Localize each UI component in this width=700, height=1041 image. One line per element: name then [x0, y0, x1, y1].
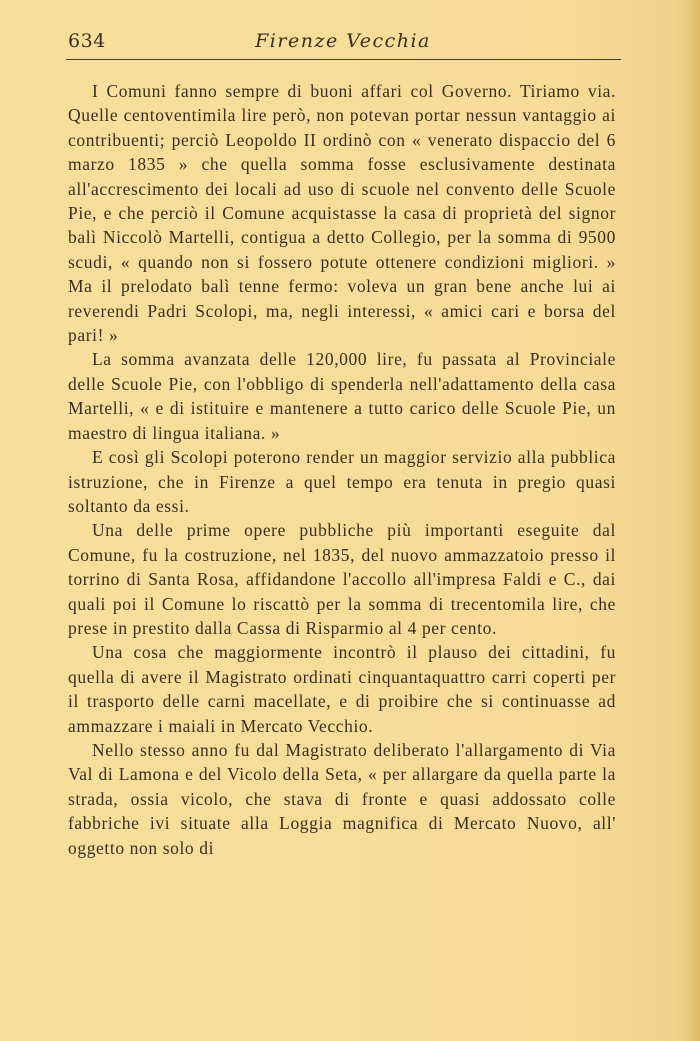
- paragraph: Una cosa che maggiormente incontrò il plauso dei cittadini, fu quella di avere il Magistrato ordinati cinquantaquattro carri coperti per il trasporto delle carni macellate, e di proibire che si continuasse ad ammazzare i maiali in Mercato Vecchio.: [68, 642, 616, 736]
- page-header: [68, 30, 618, 56]
- running-title: Firenze Vecchia: [255, 30, 431, 52]
- paragraph: Nello stesso anno fu dal Magistrato deliberato l'allargamento di Via Val di Lamona e del Vicolo della Seta, « per allargare da quella parte la strada, ossia vicolo, che stava di fronte e quasi addossato colle fabbriche ivi situate alla Loggia magnifica di Mercato Nuovo, all' oggetto non solo di: [68, 739, 616, 858]
- paragraph: I Comuni fanno sempre di buoni affari col Governo. Tiriamo via. Quelle centoventimila lire però, non potevan portar nessun vantaggio ai contribuenti; perciò Leopoldo II ordinò con « venerato dispaccio del 6 marzo 1835 » che quella somma fosse esclusivamente destinata all'accrescimento dei locali ad uso di scuole nel convento delle Scuole Pie, e che perciò il Comune acquistasse la casa di proprietà del signor balì Niccolò Martelli, contigua a detto Collegio, per la somma di 9500 scudi, « quando non si fossero potute ottenere condizioni migliori. » Ma il prelodato balì tenne fermo: voleva un gran bene anche lui ai reverendi Padri Scolopi, ma, negli interessi, « amici cari e borsa del pari! »: [68, 81, 616, 346]
- paragraph: E così gli Scolopi poterono render un maggior servizio alla pubblica istruzione, che in Firenze a quel tempo era tenuta in pregio quasi soltanto da essi.: [68, 447, 616, 516]
- page-edge-shadow: [688, 0, 700, 1041]
- body-text: [68, 79, 616, 860]
- header-rule: [66, 59, 621, 60]
- paragraph: Una delle prime opere pubbliche più importanti eseguite dal Comune, fu la costruzione, nel 1835, del nuovo ammazzatoio presso il torrino di Santa Rosa, affidandone l'accollo all'impresa Faldi e C., dai quali poi il Comune lo riscattò per la somma di trecentomila lire, che prese in prestito dalla Cassa di Risparmio al 4 per cento.: [68, 520, 616, 638]
- page-number: 634: [68, 30, 106, 52]
- paragraph: La somma avanzata delle 120,000 lire, fu passata al Provinciale delle Scuole Pie, con l'obbligo di spenderla nell'adattamento della casa Martelli, « e di istituire e mantenere a tutto carico delle Scuole Pie, un maestro di lingua italiana. »: [68, 349, 616, 443]
